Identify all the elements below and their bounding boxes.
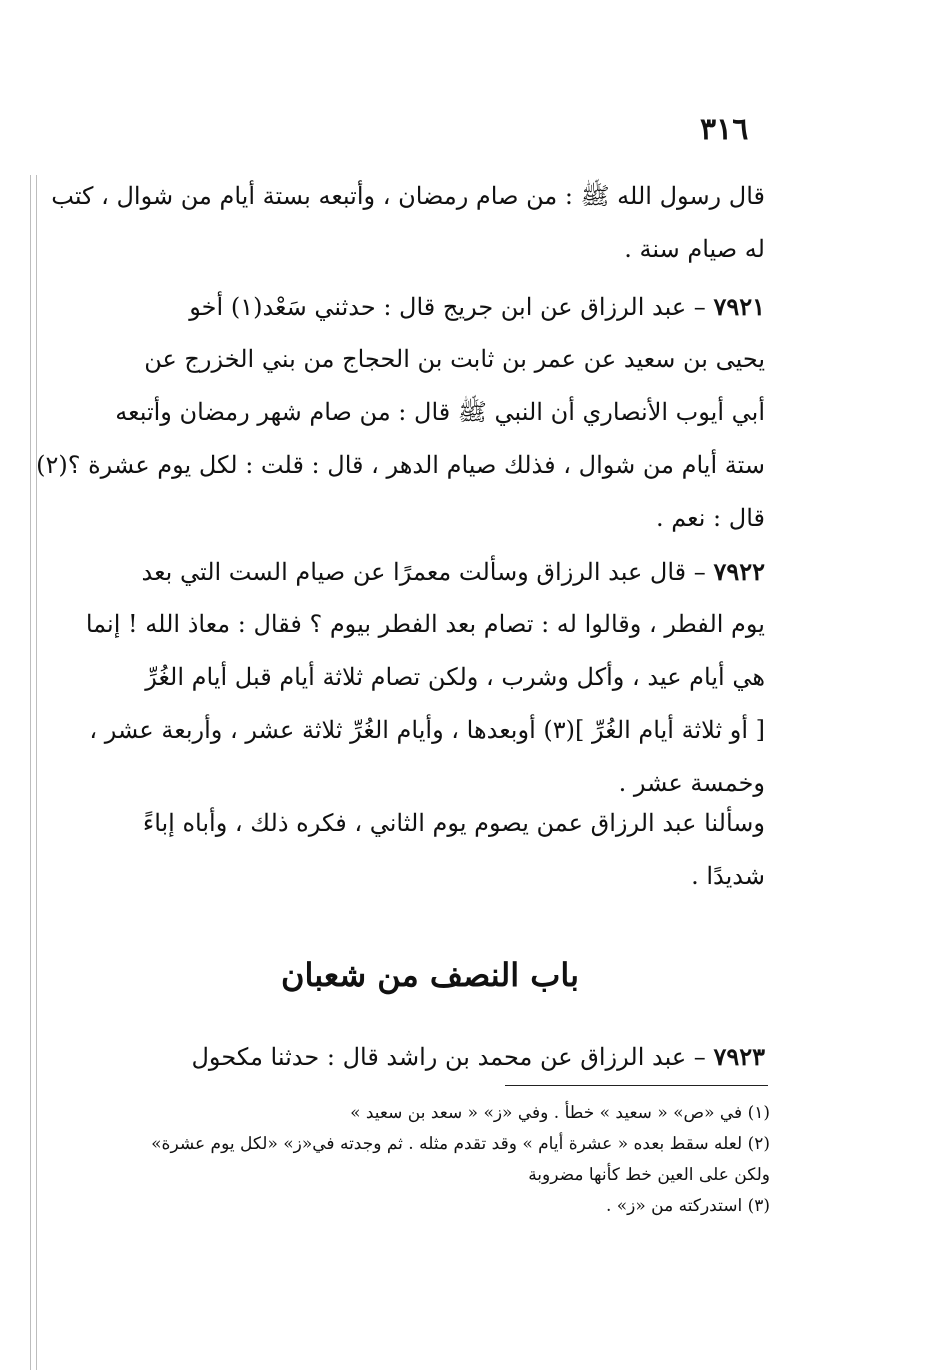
page-number: ٣١٦ [700,112,749,147]
dash: – [686,1043,706,1071]
text-line: يوم الفطر ، وقالوا له : تصام بعد الفطر بيوم ؟ فقال : معاذ الله ! إنما [85,610,765,638]
paragraph [95,797,765,903]
footnote-continuation: ولكن على العين خط كأنها مضروبة [528,1165,770,1185]
paragraph [51,170,765,276]
text-line: شديدًا . [691,862,765,890]
footnote: (٢) لعله سقط بعده « عشرة أيام » وقد تقدم مثله . ثم وجدته في«ز» «لكل يوم عشرة» [151,1134,770,1154]
text-line: له صيام سنة . [624,235,765,263]
footnote: (٣) استدركته من «ز» . [605,1196,770,1216]
hadith-paragraph [36,280,765,545]
text-line: أبي أيوب الأنصاري أن النبي ﷺ قال : من صام شهر رمضان وأتبعه [115,398,765,426]
footnotes [95,1098,770,1222]
text-line: هي أيام عيد ، وأكل وشرب ، ولكن تصام ثلاثة أيام قبل أيام الغُرِّ [145,663,765,691]
text-line: يحيى بن سعيد عن عمر بن ثابت بن الحجاج من بني الخزرج عن [144,345,765,373]
hadith-number: ٧٩٢٣ [713,1042,765,1071]
text-line [95,280,765,333]
dash: – [686,558,706,586]
text-line [95,545,765,598]
dash: – [686,293,706,321]
text-line-content: قال عبد الرزاق وسألت معمرًا عن صيام الست التي بعد [141,558,687,586]
hadith-paragraph [95,1030,765,1083]
hadith-paragraph [85,545,765,810]
text-line [95,1030,765,1083]
text-line: ستة أيام من شوال ، فذلك صيام الدهر ، قال : قلت : لكل يوم عشرة ؟(٢) [36,451,765,479]
chapter-heading: باب النصف من شعبان [280,956,580,994]
hadith-number: ٧٩٢٢ [713,557,765,586]
page-edge-line [30,175,31,1370]
footnote-divider [505,1085,768,1086]
text-line: وسألنا عبد الرزاق عمن يصوم يوم الثاني ، فكره ذلك ، وأباه إباءً [142,809,765,837]
text-line: قال رسول الله ﷺ : من صام رمضان ، وأتبعه بستة أيام من شوال ، كتب [51,182,765,210]
text-line-content: عبد الرزاق عن ابن جريج قال : حدثني سَعْد(١) أخو [189,293,687,321]
footnote: (١) في «ص» « سعيد » خطأ . وفي «ز» « سعد بن سعيد » [350,1103,770,1123]
text-line: قال : نعم . [655,504,765,532]
page-edge-line [36,175,37,1370]
text-line-content: عبد الرزاق عن محمد بن راشد قال : حدثنا مكحول [191,1043,687,1071]
text-line: وخمسة عشر . [618,769,765,797]
hadith-number: ٧٩٢١ [713,292,765,321]
text-line: [ أو ثلاثة أيام الغُرِّ ](٣) أوبعدها ، وأيام الغُرِّ ثلاثة عشر ، وأربعة عشر ، [89,716,765,744]
